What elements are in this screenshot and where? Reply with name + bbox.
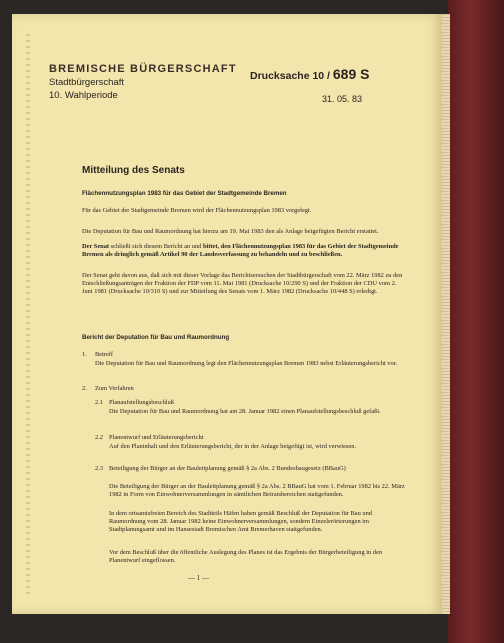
organization-name: BREMISCHE BÜRGERSCHAFT (49, 63, 237, 75)
paragraph-3: Der Senat schließt sich diesem Bericht an und bittet, den Flächennutzungsplan 1983 für das Gebiet der Stadtgemeinde Bremen als dringlich gemäß Artikel 90 der Landesverfassung zu behandeln und zu beschließen. (82, 243, 399, 258)
binder-spine (448, 0, 504, 643)
subsection-21-title: Planaufstellungsbeschluß (109, 399, 174, 406)
section-1-title: Betreff (95, 351, 113, 358)
drucksache-prefix: Drucksache 10 / (250, 70, 330, 82)
subsection-23-text-3: Vor dem Beschluß über die öffentliche Auslegung des Planes ist das Ergebnis der Bürgerbeteiligung in den Planentwurf eingeflossen. (109, 549, 383, 564)
drucksache-label (250, 66, 369, 82)
page-number: — 1 — (188, 574, 209, 582)
section-1-text: Die Deputation für Bau und Raumordnung legt den Flächennutzungsplan Bremen 1983 nebst Erläuterungsbericht vor. (95, 360, 398, 367)
section-2-title: Zum Verfahren (95, 385, 134, 392)
subsection-23-text-2: In dem ortsamtsfreien Bereich des Stadtteils Häfen haben gemäß Beschluß der Deputation für Bau und Raumordnung vom 28. Januar 1982 keine Einwohnerversammlungen, sondern Einzelerörterungen im Stadtplanungsamt und im Hansestadt Bremischen Amt Bremerhaven stattgefunden. (109, 510, 373, 533)
subsection-21-text: Die Deputation für Bau und Raumordnung hat am 28. Januar 1982 einen Planaufstellungsbeschluß gefaßt. (109, 408, 381, 415)
document-title: Mitteilung des Senats (82, 165, 185, 176)
subsection-23-title: Beteiligung der Bürger an der Bauleitplanung gemäß § 2a Abs. 2 Bundesbaugesetz (BBauG) (109, 465, 346, 472)
subsection-22-title: Planentwurf und Erläuterungsbericht (109, 434, 204, 441)
document-date: 31. 05. 83 (322, 94, 363, 104)
drucksache-number: 689 S (332, 66, 370, 82)
section-2-num: 2. (82, 385, 87, 392)
parliament-name: Stadtbürgerschaft (49, 77, 124, 88)
subsection-22-num: 2.2 (95, 434, 103, 441)
senat-bold: Der Senat (82, 243, 110, 250)
subsection-23-text-1: Die Beteiligung der Bürger an der Bauleitplanung gemäß § 2a Abs. 2 BBauG hat vom 1. Februar 1982 bis 22. März 1982 in Form von Einwohnerversammlungen in sämtlichen Beiratsbereichen stattgefunden. (109, 483, 405, 498)
subsection-23-num: 2.3 (95, 465, 103, 472)
document-subtitle: Flächennutzungsplan 1983 für das Gebiet der Stadtgemeinde Bremen (82, 190, 287, 197)
legislative-period: 10. Wahlperiode (49, 90, 118, 101)
paragraph-1: Für das Gebiet der Stadtgemeinde Bremen wird der Flächennutzungsplan 1983 vorgelegt. (82, 207, 312, 214)
paragraph-2: Die Deputation für Bau und Raumordnung hat hierzu am 19. Mai 1983 den als Anlage beigefügten Bericht erstattet. (82, 228, 379, 235)
subsection-21-num: 2.1 (95, 399, 103, 406)
report-title: Bericht der Deputation für Bau und Raumordnung (82, 334, 230, 341)
paragraph-4: Der Senat geht davon aus, daß sich mit dieser Vorlage das Berichtsersuchen der Stadtbürgerschaft vom 22. März 1982 zu den Entschließungsanträgen der Fraktion der FDP vom 11. Mai 1981 (Drucksache 10/290 S) und der Fraktion der CDU vom 2. Juni 1981 (Drucksache 10/310 S) und zur Mitteilung des Senats vom 1. März 1982 (Drucksache 10/448 S) erledigt. (82, 272, 403, 295)
section-1-num: 1. (82, 351, 87, 358)
bittet-bold: bittet, den Flächennutzungsplan 1983 für das Gebiet der Stadtgemeinde Bremen als dringlich gemäß Artikel 90 der Landesverfassung zu behandeln und zu beschließen. (82, 243, 399, 258)
punch-margin (26, 34, 30, 594)
subsection-22-text: Auf den Planinhalt und den Erläuterungsbericht, der in der Anlage beigefügt ist, wird verwiesen. (109, 443, 357, 450)
